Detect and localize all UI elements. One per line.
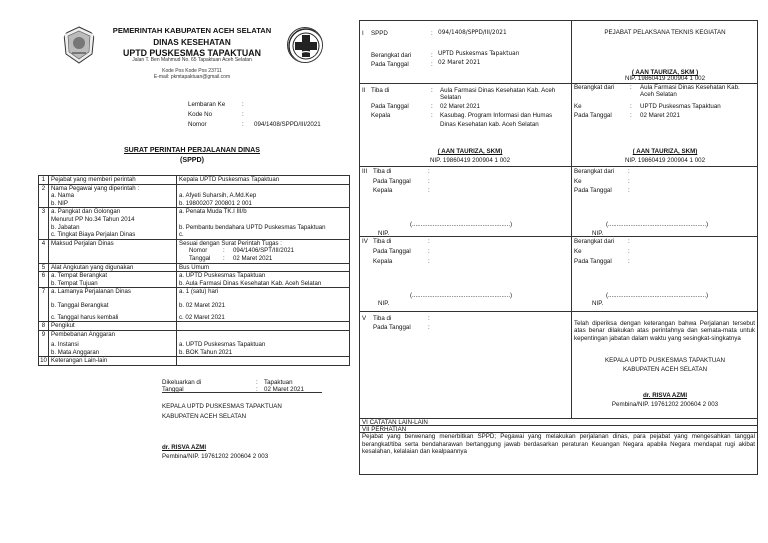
issued-at-value: Tapaktuan <box>264 379 293 386</box>
signer-region: KABUPATEN ACEH SELATAN <box>622 366 708 373</box>
sep: : <box>431 30 433 37</box>
date-label: Pada Tanggal <box>373 324 411 331</box>
health-office-logo <box>287 27 323 63</box>
issued-sep: : <box>256 386 258 393</box>
row-value: a. 1 (satu) hari b. 02 Maret 2021 c. 02 Maret 2021 <box>177 288 350 322</box>
date-label: Pada Tanggal <box>373 178 411 185</box>
official-name: ( AAN TAURIZA, SKM ) <box>631 69 699 76</box>
sep: : <box>431 61 433 68</box>
row-number: 3 <box>39 208 49 239</box>
meta-nomor-label: Nomor <box>188 121 207 128</box>
signer-region: KABUPATEN ACEH SELATAN <box>162 413 247 420</box>
row-number: 10 <box>40 357 47 365</box>
header-agency: DINAS KESEHATAN <box>153 38 231 47</box>
divider <box>359 311 758 312</box>
document-subtitle: (SPPD) <box>179 156 205 164</box>
notes-heading: VI CATATAN LAIN-LAIN <box>362 419 428 426</box>
row-number: 8 <box>39 322 49 331</box>
table-row <box>39 184 350 208</box>
issued-at-label: Dikeluarkan di <box>162 379 202 386</box>
head-label: Kepala <box>371 112 391 119</box>
date-label: Pada Tanggal <box>373 248 411 255</box>
signer-name: dr. RISVA AZMI <box>162 444 207 451</box>
signer-name-left: ( AAN TAURIZA, SKM) <box>437 148 503 155</box>
signer-nip: Pembina/NIP. 19761202 200604 2 003 <box>162 453 269 460</box>
sep: : <box>431 52 433 59</box>
row-number: 6 <box>39 272 49 288</box>
row-value: a. UPTD Puskesmas Tapaktuan b. BOK Tahun 2021 <box>177 330 350 357</box>
attention-text: Pejabat yang berwenang menerbitkan SPPD; Pegawai yang melakukan perjalanan dinas, para pejabat yang mengesahkan tanggal berangkat/tiba serta bendaharawan bertanggung jawab berdasarkan peraturan Keuangan Negara apabila Negara mendapat rugi akibat kesalahan, kelalaian dan kealpaannya <box>362 433 755 456</box>
row-label: a. Pangkat dan Golongan Menurut PP No.34 Tahun 2014 b. Jabatan c. Tingkat Biaya Perjalan Dinas <box>49 208 177 239</box>
row-value <box>177 357 350 366</box>
table-row <box>39 176 350 185</box>
sppd-document: PEMERINTAH KABUPATEN ACEH SELATAN DINAS KESEHATAN UPTD PUSKESMAS TAPAKTUAN Jalan T. Ben Mahmud No. 65 Tapaktuan Aceh Selatan Kode Pos Kode Pos 23711 E-mail: pkmtapaktuan@gmail.com Lembaran Ke : Kode No : Nomor : 094/1408/SPPD/III/2021 SURAT PERINTAH PERJALANAN DINAS (SPPD) 1 Pejabat yang memberi perintah Kepala UPTD Puskesmas Tapaktuan 2 Nama Pegawai yang diperintah : a. Nama b. NIP a. Afyeti Suharsih, A.Md.Kep b. 19800207 200801 2 001 3 a. Pangkat dan Golongan Menurut PP No.34 Tahun 2014 b. Jabatan c. Tingkat Biaya Perjalan Dinas a. Penata Muda TK.I III/b b. Pembantu bendahara UPTD Puskesmas Tapaktuan c. 4 Maksud Perjalan Dinas Sesuai dengan Surat Perintah Tugas : Nomor : 094/1406/SPT/III/2021 Tanggal : 02 Maret 2021 5 Alat Angkutan yang digunakan Bus Umum 6 a. Tempat Berangkat b. Tempat Tujuan a. UPTD Puskesmas Tapaktuan b. Aula Farmasi Dinas Kesehatan Kab. Aceh Selatan 7 a. Lamanya Perjalanan Dinas b. Tanggal Berangkat c. Tanggal harus kembali a. 1 (satu) hari b. 02 Maret 2021 c. 02 Maret 2021 8 Pengikut 9 Pembebanan Anggaran a. Instansi b. Mata Anggaran a. UPTD Puskesmas Tapaktuan b. BOK Tahun 2021 10 Keterangan Lain-lain Dikeluarkan di : Tapaktuan Tanggal : 02 Maret 2021 KEPALA UPTD PUSKESMAS TAPAKTUAN KABUPATEN ACEH SELATAN dr. RISVA AZMI Pembina/NIP. 19761202 200604 2 003 I SPPD : 094/1408/SPPD/III/2021 Berangkat dari : UPTD Puskesmas Tapaktuan Pada Tanggal : 02 Maret 2021 PEJABAT PELAKSANA TEKNIS KEGIATAN ( AAN TAURIZA, SKM ) NIP. 19860419 200904 1 002 II Tiba di : Aula Farmasi Dinas Kesehatan Kab. Aceh Selatan Pada Tanggal : 02 Maret 2021 Kepala : Kasubag. Program Informasi dan Humas Dinas Kesehatan kab. Aceh Selatan ( AAN TAURIZA, SKM) NIP. 19860419 200904 1 002 Berangkat dari : Aula Farmasi Dinas Kesehatan Kab. Aceh Selatan Ke : UPTD Puskesmas Tapaktuan Pada Tanggal : 02 Maret 2021 ( AAN TAURIZA, SKM) NIP. 19860419 200904 1 002 III Tiba di : Pada Tanggal : Kepala : (.........................................................) NIP. Berangkat dari : Ke : Pada Tanggal : (.........................................................) NIP. IV Tiba di : Pada Tanggal : Kepala : (.........................................................) NIP. Berangkat dari : Ke : Pada Tanggal : (.........................................................) NIP. V Tiba di : Pada Tanggal : Telah diperiksa dengan keterangan bahwa Perjalanan tersebut atas benar dilakukan atas perintahnya dan semata-mata untuk kepentingan jabatan dalam waktu yang sesingkat-singkatnya KEPALA UPTD PUSKESMAS TAPAKTUAN KABUPATEN ACEH SELATAN dr. RISVA AZMI Pembina/NIP. 19761202 200604 2 003 VI CATATAN LAIN-LAIN VII PERHATIAN Pejabat yang berwenang menerbitkan SPPD; Pegawai yang melakukan perjalanan dinas, para pejabat yang mengesahkan tanggal berangkat/tiba serta bendaharawan bertanggung jawab berdasarkan peraturan Keuangan Negara apabila Negara mendapat rugi akibat kesalahan, kelalaian dan kealpaannya <box>0 0 768 543</box>
roman-ii: II <box>362 87 366 94</box>
roman-v: V <box>362 315 367 322</box>
header-gov: PEMERINTAH KABUPATEN ACEH SELATAN <box>112 26 272 35</box>
sppd-label: SPPD <box>371 30 388 37</box>
head-value: Kasubag. Program Informasi dan Humas <box>440 112 553 119</box>
signer-name: dr. RISVA AZMI <box>642 392 688 399</box>
row-number: 7 <box>39 288 49 322</box>
r-depart-label: Berangkat dari <box>574 168 615 175</box>
r-date-label: Pada Tanggal <box>574 187 612 194</box>
regency-logo <box>62 26 96 64</box>
row-number: 5 <box>39 263 49 272</box>
row-number: 2 <box>39 184 49 208</box>
signature-placeholder: (.........................................................) <box>410 292 513 299</box>
arrive-value: Aula Farmasi Dinas Kesehatan Kab. Aceh <box>440 87 556 94</box>
signer-nip: Pembina/NIP. 19761202 200604 2 003 <box>611 401 719 408</box>
header-email: E-mail: pkmtapaktuan@gmail.com <box>153 74 231 80</box>
row-value: a. Afyeti Suharsih, A.Md.Kep b. 19800207 200801 2 001 <box>177 184 350 208</box>
signer-name-right: ( AAN TAURIZA, SKM) <box>632 148 698 155</box>
head-label: Kepala <box>373 187 393 194</box>
r-depart-label: Berangkat dari <box>574 238 615 245</box>
row-value <box>177 322 350 331</box>
roman-iii: III <box>362 168 368 175</box>
signer-office: KEPALA UPTD PUSKESMAS TAPAKTUAN <box>162 403 282 410</box>
header-postal: Kode Pos Kode Pos 23711 <box>162 68 222 74</box>
row-label: Alat Angkutan yang digunakan <box>49 263 177 272</box>
arrive-value-2: Selatan <box>440 94 461 101</box>
row-label: Pembebanan Anggaran a. Instansi b. Mata Anggaran <box>49 330 177 357</box>
signer-nip-left: NIP. 19860419 200904 1 002 <box>429 157 511 164</box>
header-address: Jalan T. Ben Mahmud No. 65 Tapaktuan Aceh Selatan <box>132 57 252 63</box>
divider <box>359 166 758 167</box>
header-unit: UPTD PUSKESMAS TAPAKTUAN <box>123 48 261 58</box>
divider <box>359 236 758 237</box>
date-label: Pada Tanggal <box>371 103 409 110</box>
depart-label: Berangkat dari <box>371 52 412 59</box>
meta-lembaran-label: Lembaran Ke <box>188 101 226 108</box>
table-row <box>39 330 350 357</box>
meta-sep: : <box>242 101 244 108</box>
sppd-value: 094/1408/SPPD/III/2021 <box>438 30 507 36</box>
row-label: Nama Pegawai yang diperintah : a. Nama b. NIP <box>49 184 177 208</box>
verification-statement: Telah diperiksa dengan keterangan bahwa Perjalanan tersebut atas benar dilakukan atas perintahnya dan semata-mata untuk kepentingan jabatan dalam waktu yang sesingkat-singkatnya <box>574 320 755 342</box>
date-label: Pada Tanggal <box>371 61 409 68</box>
nip-label: NIP. <box>592 230 604 237</box>
roman-i: I <box>362 30 364 37</box>
signature-placeholder: (.........................................................) <box>606 221 709 228</box>
signature-placeholder: (.........................................................) <box>606 292 709 299</box>
date-value: 02 Maret 2021 <box>438 60 481 66</box>
signature-placeholder: (.........................................................) <box>410 221 513 228</box>
nip-label: NIP. <box>592 300 604 307</box>
row-label: Keterangan Lain-lain <box>49 357 177 366</box>
issued-sep: : <box>256 379 258 386</box>
table-row <box>39 239 350 263</box>
table-row <box>39 288 350 322</box>
depart-value: UPTD Puskesmas Tapaktuan <box>438 51 520 57</box>
table-row <box>39 322 350 331</box>
r-to-value: UPTD Puskesmas Tapaktuan <box>640 103 721 110</box>
head-value-2: Dinas Kesehatan kab. Aceh Selatan <box>440 121 539 128</box>
roman-iv: IV <box>362 238 368 245</box>
row-label: a. Tempat Berangkat b. Tempat Tujuan <box>49 272 177 288</box>
row-value: a. Penata Muda TK.I III/b b. Pembantu bendahara UPTD Puskesmas Tapaktuan c. <box>177 208 350 239</box>
r-depart-value: Aula Farmasi Dinas Kesehatan Kab. <box>640 84 740 91</box>
row-value: Kepala UPTD Puskesmas Tapaktuan <box>177 176 350 185</box>
r-date-label: Pada Tanggal <box>574 112 612 119</box>
r-depart-label: Berangkat dari <box>574 84 615 91</box>
table-row <box>39 263 350 272</box>
official-nip: NIP. 19860419 200904 1 002 <box>624 75 706 82</box>
head-label: Kepala <box>373 258 393 265</box>
meta-sep: : <box>242 111 244 118</box>
arrive-label: Tiba di <box>371 87 390 94</box>
meta-sep: : <box>242 121 244 128</box>
signer-office: KEPALA UPTD PUSKESMAS TAPAKTUAN <box>605 357 725 364</box>
row-number: 1 <box>39 176 49 185</box>
nip-label: NIP. <box>378 230 390 237</box>
table-row <box>39 208 350 239</box>
row-number: 9 <box>39 330 49 357</box>
r-to-label: Ke <box>574 103 582 110</box>
row-value: Sesuai dengan Surat Perintah Tugas : Nomor : 094/1406/SPT/III/2021 Tanggal : 02 Maret 2021 <box>177 239 350 263</box>
r-depart-value-2: Aceh Selatan <box>640 91 677 98</box>
issued-date-value: 02 Maret 2021 <box>264 386 304 393</box>
sppd-detail-table <box>38 175 350 366</box>
r-to-label: Ke <box>574 248 582 255</box>
row-label: a. Lamanya Perjalanan Dinas b. Tanggal Berangkat c. Tanggal harus kembali <box>49 288 177 322</box>
nip-label: NIP. <box>378 300 390 307</box>
arrive-label: Tiba di <box>373 315 392 322</box>
r-to-label: Ke <box>574 178 582 185</box>
r-date-label: Pada Tanggal <box>574 258 612 265</box>
signer-nip-right: NIP. 19860419 200904 1 002 <box>624 157 706 164</box>
table-row <box>39 357 350 366</box>
issued-date-label: Tanggal <box>162 386 184 393</box>
meta-nomor-value: 094/1408/SPPD/III/2021 <box>254 121 321 128</box>
row-label: Pengikut <box>49 322 177 331</box>
row-number: 4 <box>39 239 49 263</box>
document-title: SURAT PERINTAH PERJALANAN DINAS <box>123 146 261 154</box>
footer-divider <box>162 392 322 393</box>
row-value: a. UPTD Puskesmas Tapaktuan b. Aula Farmasi Dinas Kesehatan Kab. Aceh Selatan <box>177 272 350 288</box>
date-value: 02 Maret 2021 <box>440 103 480 110</box>
row-value: Bus Umum <box>177 263 350 272</box>
arrive-label: Tiba di <box>373 238 392 245</box>
row-label: Maksud Perjalan Dinas <box>49 239 177 263</box>
attention-heading: VII PERHATIAN <box>362 426 407 433</box>
table-row <box>39 272 350 288</box>
meta-kode-label: Kode No <box>188 111 213 118</box>
official-title: PEJABAT PELAKSANA TEKNIS KEGIATAN <box>604 29 726 36</box>
row-label: Pejabat yang memberi perintah <box>49 176 177 185</box>
arrive-label: Tiba di <box>373 168 392 175</box>
r-date-value: 02 Maret 2021 <box>640 112 680 119</box>
